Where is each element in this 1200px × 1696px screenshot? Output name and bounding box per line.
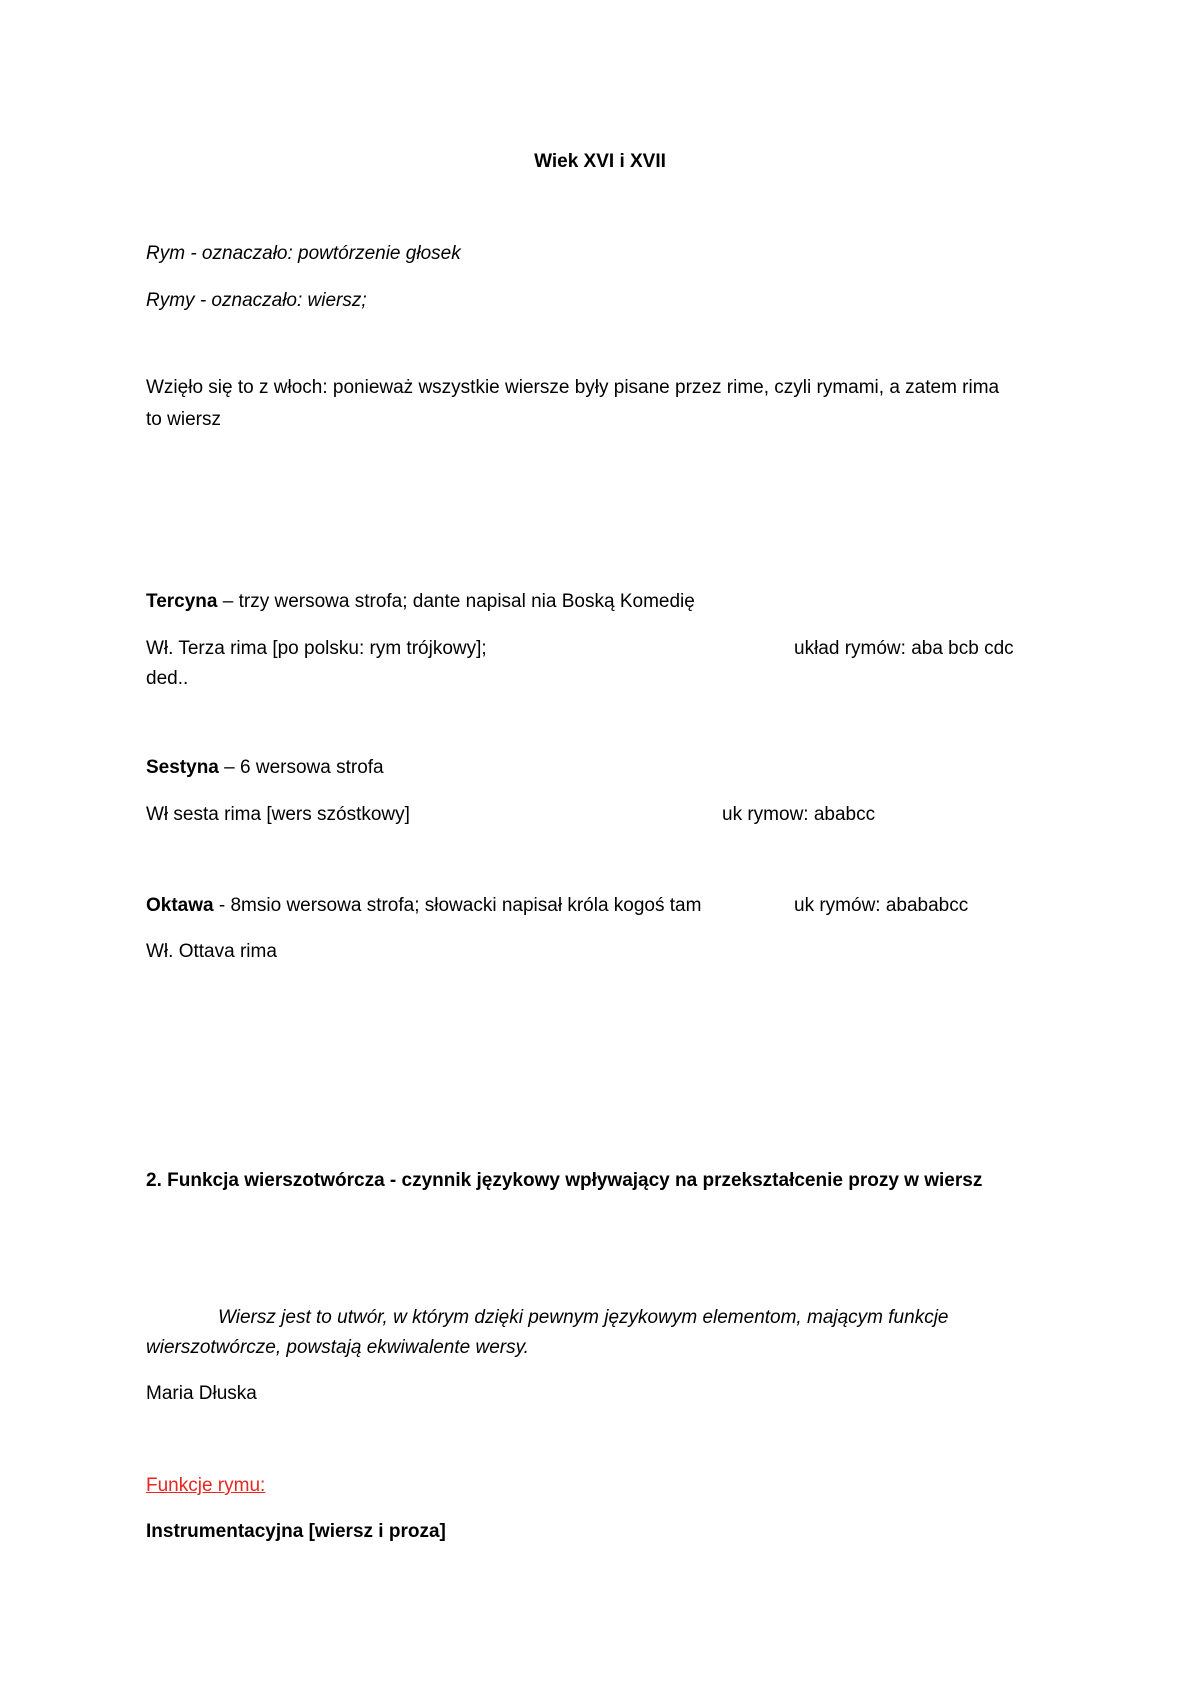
sestyna-definition — [146, 756, 384, 780]
page-title: Wiek XVI i XVII — [534, 151, 666, 172]
sestyna-term: Sestyna — [146, 757, 219, 778]
tercyna-rhyme-scheme-continued: ded.. — [146, 668, 189, 689]
tercyna-definition — [146, 590, 695, 614]
tercyna-description: – trzy wersowa strofa; dante napisal nia Boską Komedię — [217, 591, 695, 612]
oktawa-rhyme-scheme: uk rymów: abababcc — [794, 895, 969, 916]
sestyna-description: – 6 wersowa strofa — [218, 757, 384, 778]
quote-line-2: wierszotwórcze, powstają ekwiwalente wersy. — [146, 1337, 529, 1358]
origin-text-line-2: to wiersz — [146, 409, 221, 430]
rym-definition: Rym - oznaczało: powtórzenie głosek — [146, 243, 461, 264]
tercyna-term: Tercyna — [146, 591, 218, 612]
functions-title: Funkcje rymu: — [146, 1475, 266, 1496]
sestyna-rhyme-scheme: uk rymow: ababcc — [722, 804, 876, 825]
oktawa-description: - 8msio wersowa strofa; słowacki napisał króla kogoś tam — [213, 895, 702, 916]
tercyna-rhyme-scheme: układ rymów: aba bcb cdc — [794, 638, 1014, 659]
quote-author: Maria Dłuska — [146, 1383, 257, 1404]
origin-text-line-1: Wzięło się to z włoch: ponieważ wszystkie wiersze były pisane przez rime, czyli rymami, a zatem rima — [146, 377, 1000, 398]
oktawa-term: Oktawa — [146, 895, 214, 916]
oktawa-definition — [146, 894, 701, 918]
rymy-definition: Rymy - oznaczało: wiersz; — [146, 290, 367, 311]
sestyna-italian-name: Wł sesta rima [wers szóstkowy] — [146, 804, 410, 825]
tercyna-italian-name: Wł. Terza rima [po polsku: rym trójkowy]; — [146, 638, 487, 659]
quote-line-1: Wiersz jest to utwór, w którym dzięki pewnym językowym elementom, mającym funkcje — [218, 1307, 949, 1328]
instrumental-function: Instrumentacyjna [wiersz i proza] — [146, 1521, 446, 1542]
function-heading: 2. Funkcja wierszotwórcza - czynnik językowy wpływający na przekształcenie prozy w wiersz — [146, 1170, 983, 1191]
oktawa-italian-name: Wł. Ottava rima — [146, 941, 277, 962]
